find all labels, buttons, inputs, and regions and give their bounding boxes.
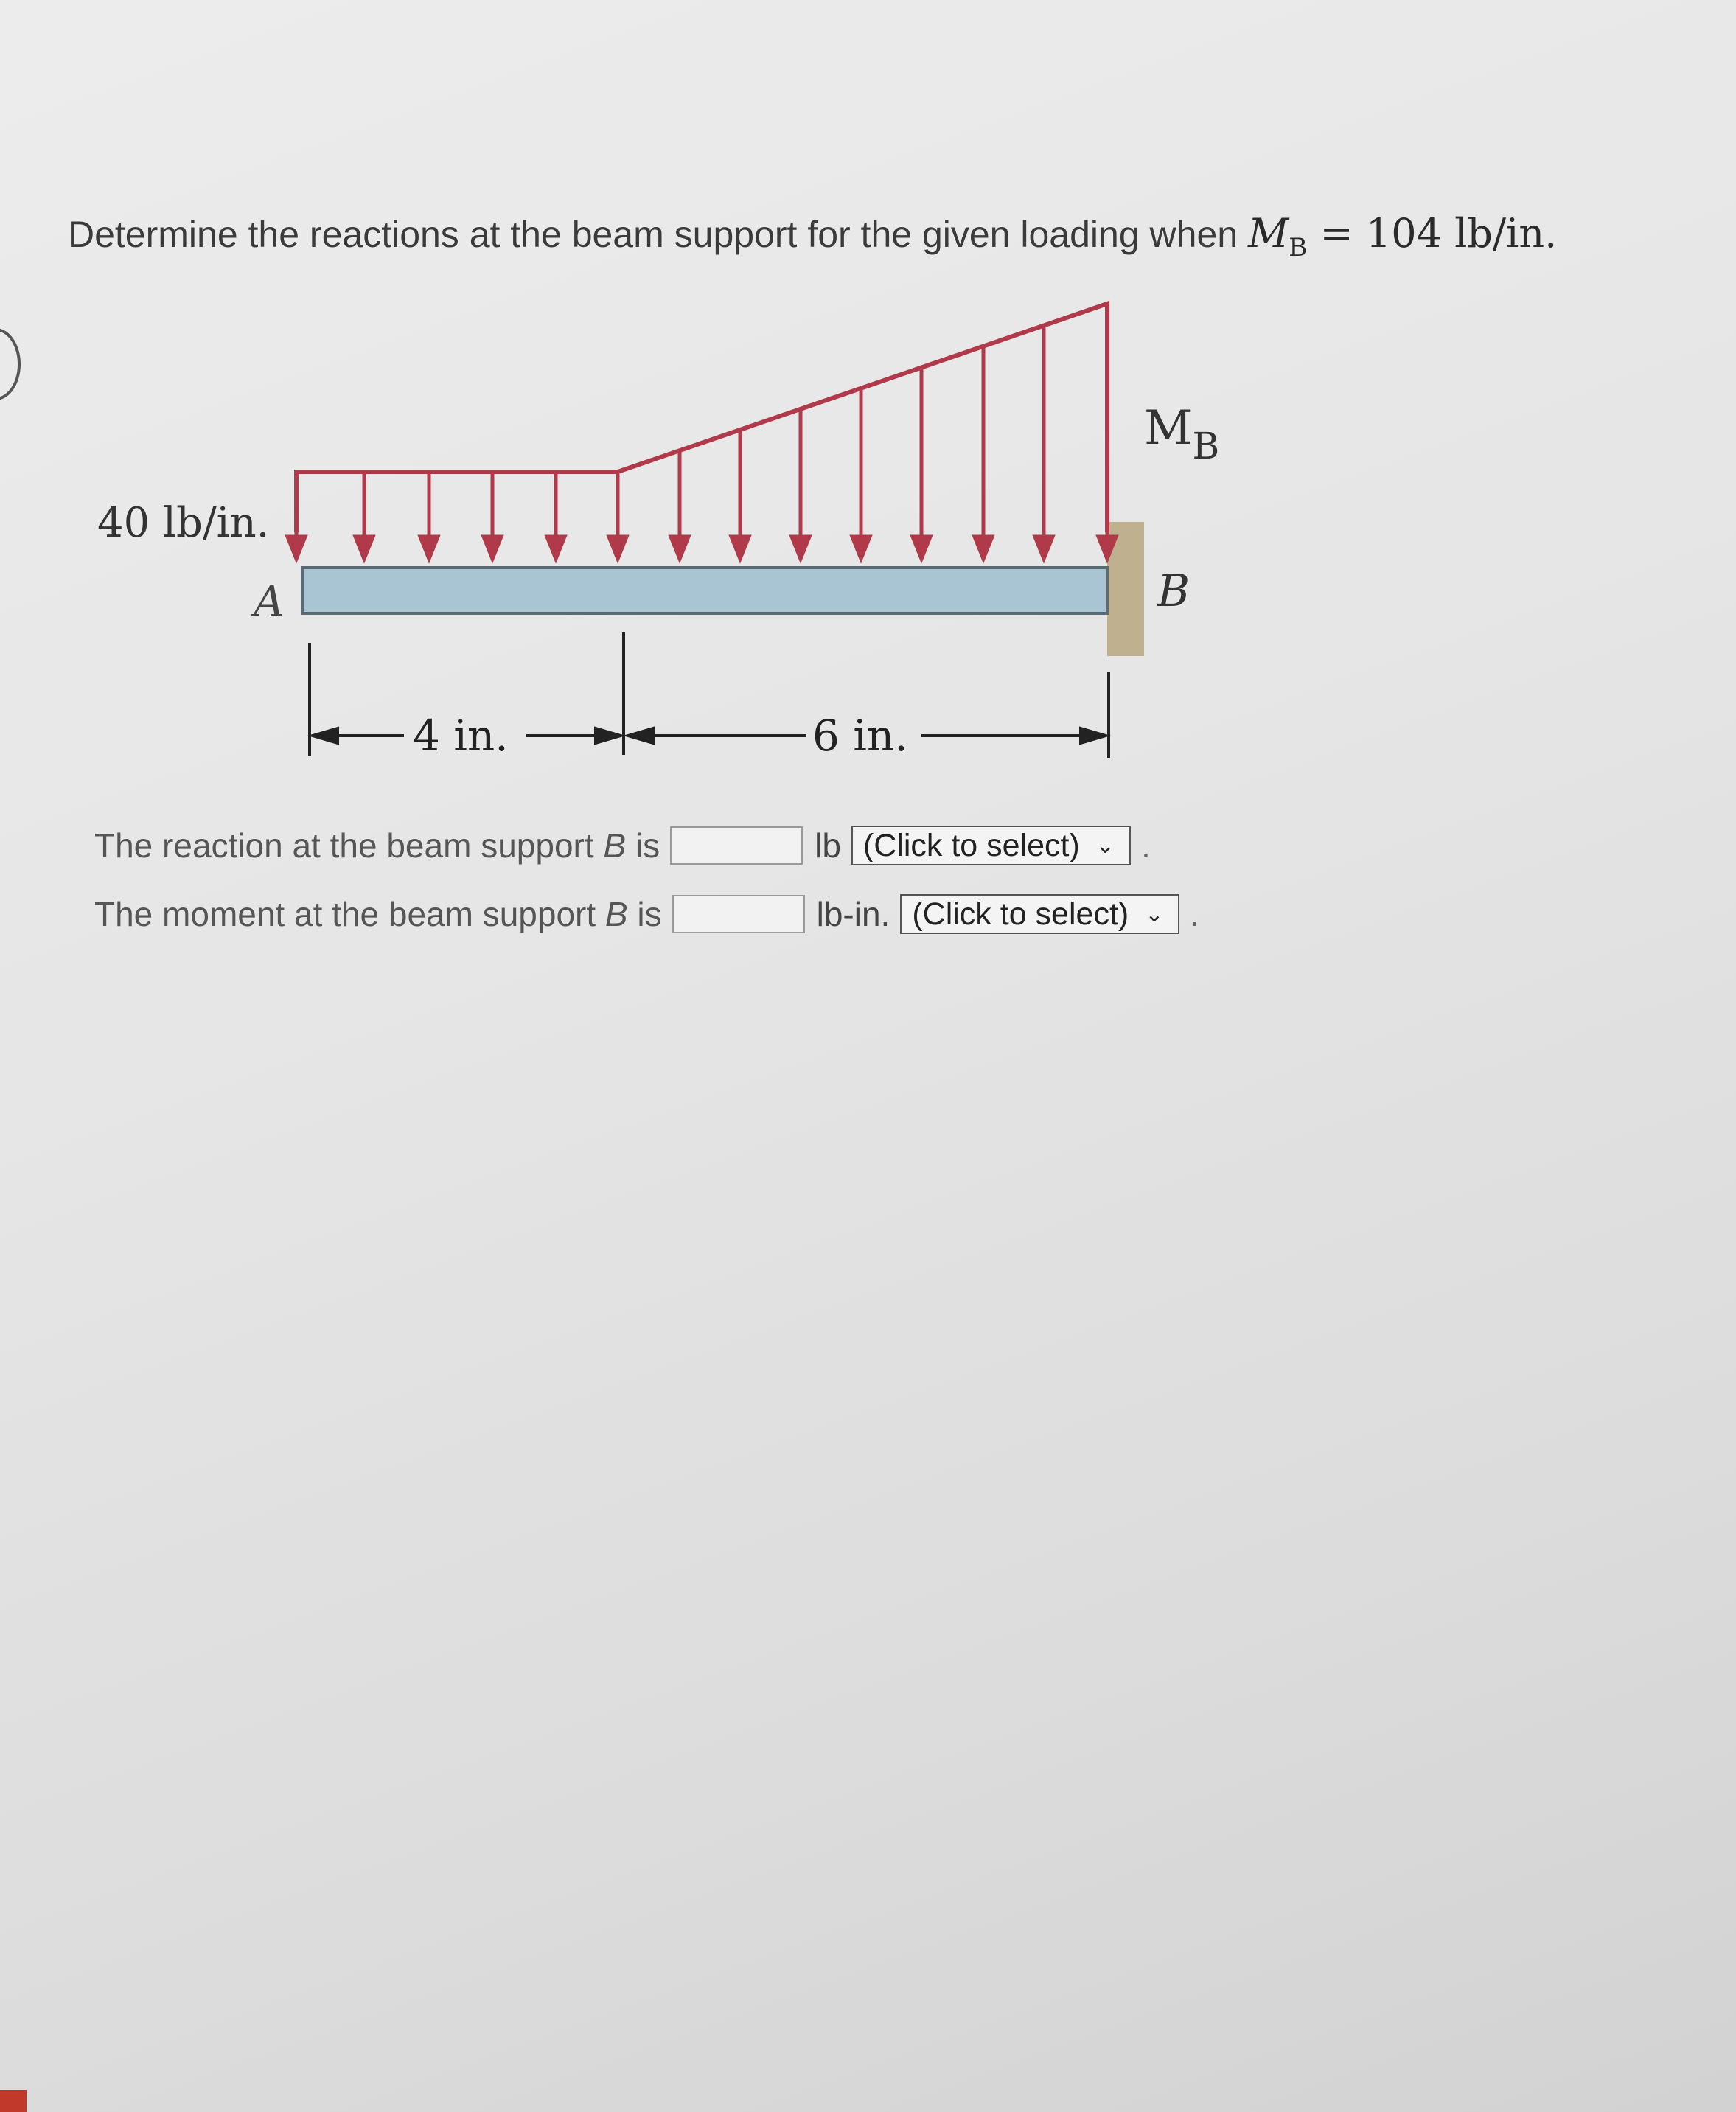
moment-input[interactable] [672,895,805,933]
math-subscript: B [1289,232,1308,262]
math-value: = 104 lb/in. [1320,210,1558,257]
load-arrow [420,472,438,559]
beam [302,568,1107,613]
load-arrow [355,472,373,559]
math-symbol: M [1247,210,1289,257]
moment-label-var: B [604,895,628,933]
corner-marker [0,2090,27,2112]
moment-label-suffix: is [627,895,662,933]
load-arrow [913,368,930,559]
load-arrow [852,388,870,559]
load-label: 40 lb/in. [97,499,270,547]
moment-label [1144,401,1219,467]
load-arrow [731,430,749,559]
moment-direction-select[interactable] [900,894,1179,934]
reaction-unit: lb [815,826,841,865]
dim-right-label: 6 in. [812,711,908,761]
reaction-label-var: B [603,826,627,865]
question-prompt: Determine the reactions at the beam support for the given loading when [68,214,1238,255]
chevron-down-icon: ⌄ [1145,902,1164,927]
point-a-label: A [254,576,285,627]
load-arrow [1035,326,1053,559]
moment-symbol: M [1144,401,1193,456]
moment-select-value: (Click to select) [912,896,1129,932]
beam-diagram [0,0,1736,811]
moment-period: . [1190,895,1200,933]
load-arrow [484,472,501,559]
reaction-select-value: (Click to select) [862,827,1080,863]
load-arrow [609,472,627,559]
reaction-direction-select[interactable] [851,826,1131,865]
load-arrow [547,472,565,559]
load-arrow [792,409,809,559]
reaction-label-suffix: is [626,826,660,865]
load-arrow [1098,304,1116,559]
load-outline [296,304,1107,532]
reaction-row [94,826,1151,865]
moment-row [94,894,1199,934]
moment-answer-label [94,894,662,934]
dim-left-label: 4 in. [413,711,509,761]
moment-subscript: B [1192,425,1220,467]
chevron-down-icon: ⌄ [1095,833,1115,858]
load-arrow [671,450,689,559]
moment-label-prefix: The moment at the beam support [94,895,605,933]
load-arrow [287,472,305,559]
reaction-input[interactable] [670,826,803,865]
reaction-label-prefix: The reaction at the beam support [94,826,604,865]
reaction-label [94,826,660,865]
point-b-label: B [1157,565,1191,617]
reaction-period: . [1140,826,1151,865]
load-arrow [975,346,992,559]
moment-unit: lb-in. [816,895,890,933]
